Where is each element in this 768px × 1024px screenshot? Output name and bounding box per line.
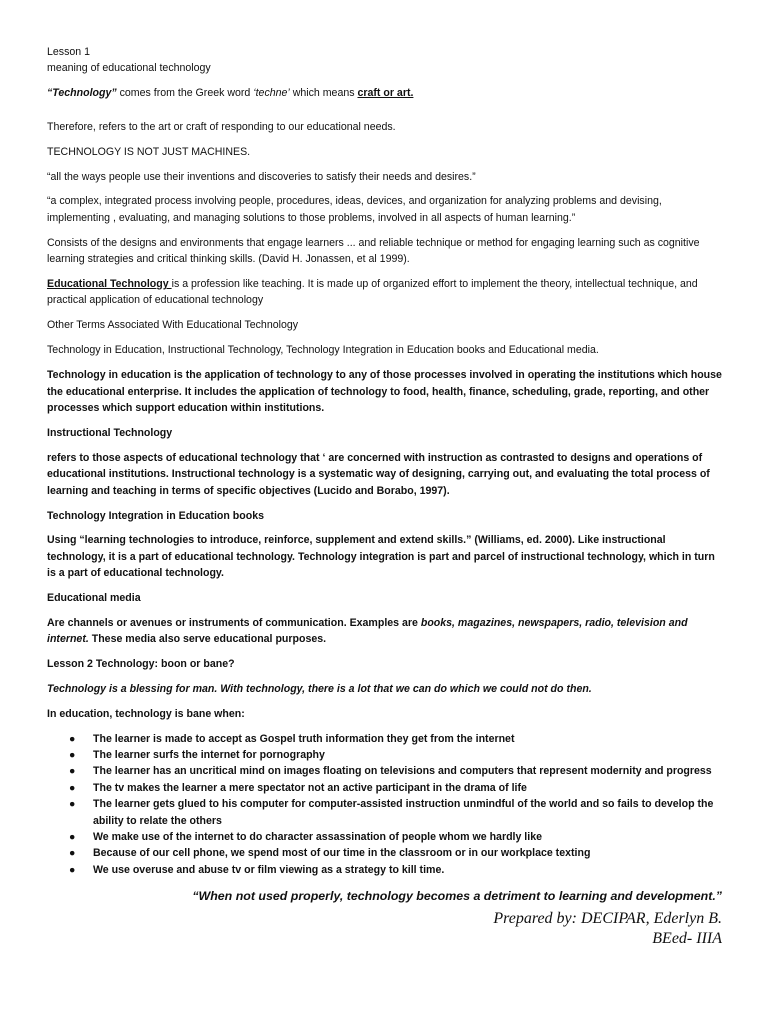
- closing-quote: “When not used properly, technology becomes a detriment to learning and development.”: [192, 889, 722, 904]
- list-item: ● The learner has an uncritical mind on images floating on televisions and computers that represent modernity and progress: [47, 763, 724, 779]
- course-section: BEed- IIIA: [652, 929, 722, 947]
- paragraph-tech-in-education: Technology in education is the application of technology to any of those processes involved in operating the institutions which house the educational enterprise. It includes the application of technology to food, health, finance, scheduling, grade, reporting, and other processes which support education within institutions.: [47, 369, 722, 414]
- media-examples: books, magazines, newspapers, radio, television and internet.: [47, 617, 688, 646]
- heading-educational-media: Educational media: [47, 592, 141, 605]
- bane-list: [47, 731, 724, 879]
- bullet-dot: ●: [69, 798, 76, 811]
- paragraph-educational-technology: Educational Technology is a profession like teaching. It is made up of organized effort to implement the theory, intellectual technique, and practical application of educational technology: [47, 278, 698, 307]
- paragraph-therefore: Therefore, refers to the art or craft of responding to our educational needs.: [47, 120, 396, 133]
- term-technology: “Technology”: [47, 87, 117, 100]
- list-item: ● We make use of the internet to do character assassination of people whom we hardly like: [47, 829, 724, 845]
- prepared-by: Prepared by: DECIPAR, Ederlyn B.: [493, 909, 722, 927]
- bullet-dot: ●: [69, 847, 76, 860]
- list-item: ● We use overuse and abuse tv or film viewing as a strategy to kill time.: [47, 862, 724, 878]
- lesson1-title: Lesson 1: [47, 46, 90, 58]
- paragraph-complex-process: “a complex, integrated process involving people, procedures, ideas, devices, and organization for analyzing problems and devising, implementing , evaluating, and managing solutions to those problems, involved in all aspects of human learning.”: [47, 195, 662, 224]
- paragraph-terms-list: Technology in Education, Instructional Technology, Technology Integration in Education books and Educational media.: [47, 344, 599, 357]
- bullet-dot: ●: [69, 732, 76, 745]
- term-techne: ‘techne’: [253, 87, 290, 100]
- bullet-dot: ●: [69, 749, 76, 761]
- bullet-dot: ●: [69, 863, 76, 876]
- craft-or-art: craft or art.: [357, 87, 414, 100]
- paragraph-technology-integration: Using “learning technologies to introduce, reinforce, supplement and extend skills.” (Williams, ed. 2000). Like instructional technology, it is a part of educational technology. Technology integration is part and parcel of instructional technology, which in turn is a part of educational technology.: [47, 534, 715, 580]
- bullet-dot: ●: [69, 831, 76, 844]
- paragraph-other-terms: Other Terms Associated With Educational Technology: [47, 319, 299, 332]
- technology-definition: “Technology” comes from the Greek word ‘techne’ which means craft or art.: [47, 87, 414, 100]
- list-item: ● The learner surfs the internet for pornography: [47, 747, 724, 763]
- lesson1-subtitle: meaning of educational technology: [47, 62, 211, 75]
- list-item: ● The tv makes the learner a mere spectator not an active participant in the drama of life: [47, 780, 724, 796]
- heading-instructional-technology: Instructional Technology: [47, 426, 173, 439]
- paragraph-educational-media: Are channels or avenues or instruments of communication. Examples are books, magazines, newspapers, radio, television and internet. These media also serve educational purposes.: [47, 617, 688, 646]
- term-educational-technology: Educational Technology: [47, 278, 172, 291]
- heading-technology-integration: Technology Integration in Education books: [47, 509, 264, 522]
- paragraph-instructional-technology: refers to those aspects of educational technology that ‘ are concerned with instruction as contrasted to designs and operations of educational institutions. Instructional technology is a systematic way of designing, carrying out, and evaluating the total process of learning and teaching in terms of specific objectives (Lucido and Borabo, 1997).: [47, 451, 710, 497]
- bullet-dot: ●: [69, 765, 76, 778]
- bullet-dot: ●: [69, 781, 76, 794]
- paragraph-not-machines: TECHNOLOGY IS NOT JUST MACHINES.: [47, 145, 251, 158]
- paragraph-all-ways: “all the ways people use their inventions and discoveries to satisfy their needs and desires.”: [47, 170, 476, 183]
- list-item: ● The learner gets glued to his computer for computer-assisted instruction unmindful of the world and so fails to develop the ability to relate the others: [69, 798, 714, 827]
- list-item: ● The learner is made to accept as Gospel truth information they get from the internet: [47, 731, 724, 747]
- paragraph-blessing: Technology is a blessing for man. With technology, there is a lot that we can do which we could not do then.: [47, 683, 592, 696]
- list-item: ● Because of our cell phone, we spend most of our time in the classroom or in our workplace texting: [47, 845, 724, 861]
- paragraph-consists: Consists of the designs and environments that engage learners ... and reliable technique or method for engaging learning such as cognitive learning strategies and critical thinking skills. (David H. Jonassen, et al 1999).: [47, 236, 700, 266]
- paragraph-bane-intro: In education, technology is bane when:: [47, 708, 245, 721]
- lesson2-title: Lesson 2 Technology: boon or bane?: [47, 658, 235, 671]
